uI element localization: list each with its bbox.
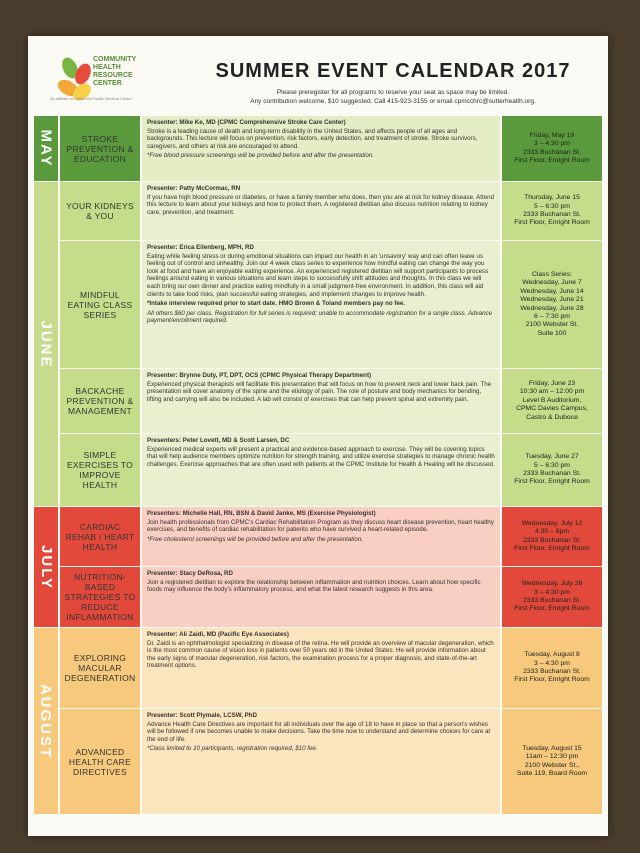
event-description [142, 116, 500, 181]
month-june [34, 182, 58, 506]
event-date-line: Wednesday, June 7 [522, 279, 582, 287]
event-presenter: Presenter: Scott Plymale, LCSW, PhD [147, 712, 258, 719]
event-date-line: 2333 Buchanan St. [523, 470, 581, 477]
event-date-line: First Floor, Enright Room [514, 544, 590, 552]
event-presenter: Presenters: Peter Lovett, MD & Scott Larsen, DC [147, 437, 290, 444]
event-date-line: Friday, June 23 [528, 379, 576, 387]
event-name: SIMPLE EXERCISES TO IMPROVE HEALTH [60, 434, 140, 506]
event-text: Stroke is a leading cause of death and long-term disability in the United States, and affects people of all ages and backgrounds. This lecture will focus on prevention, risk factors, early detection, and treatment of stroke. Stroke survivors, caregivers, and others at risk are encouraged to attend. [147, 127, 478, 150]
event-text: Dr. Zaidi is an ophthalmologist specializing in disease of the retina. He will provide an overview of macular degeneration, which is the most common cause of vision loss in patients over 50 years old in the United States. He will provide information about the early signs of macular degeneration, risk factors, the examination process for a proper diagnosis, and state-of-the-art treatment options. [147, 639, 494, 670]
event-text: Experienced physical therapists will facilitate this presentation that will focus on how to prevent neck and lower back pain. The presentation will cover anatomy of the spine and the etiology of pain. The role of posture and body mechanics for bending, lifting and carrying will also be included. A lab will consist of exercises that can help prevent spinal and extremity pain. [147, 380, 492, 403]
event-presenter: Presenter: Mike Ke, MD (CPMC Comprehensive Stroke Care Center) [147, 119, 346, 126]
event-date [502, 507, 602, 566]
event-presenter: Presenter: Ali Zaidi, MD (Pacific Eye Associates) [147, 631, 289, 638]
event-date-line: 10:30 am – 12:00 pm [519, 388, 585, 396]
event-date-line: Level B Auditorium, [522, 396, 582, 404]
event-date-line: 3 – 4:30 pm [534, 140, 570, 148]
event-name: ADVANCED HEALTH CARE DIRECTIVES [60, 709, 140, 814]
page-subtitle [193, 88, 593, 106]
event-date [502, 709, 602, 814]
event-date [502, 369, 602, 433]
event-date-line: First Floor, Enright Room [514, 219, 590, 227]
event-date-line: 2333 Buchanan St. [523, 148, 581, 156]
event-date-line: Friday, May 19 [529, 131, 575, 139]
event-description [142, 709, 500, 814]
logo-name [93, 56, 136, 88]
month-july-label: JULY [37, 544, 55, 590]
event-name: NUTRITION-BASED STRATEGIES TO REDUCE INFLAMMATION [60, 567, 140, 627]
event-description [142, 567, 500, 627]
event-name: STROKE PREVENTION & EDUCATION [60, 116, 140, 181]
event-date-line: Suite 100 [537, 329, 567, 337]
logo-line-3: RESOURCE [93, 72, 133, 79]
event-date-line: Tuesday, August 15 [522, 744, 582, 752]
event-date-line: Wednesday, July 26 [521, 580, 583, 588]
event-note: *Free cholesterol screenings will be provided before and after the presentation. [147, 535, 364, 543]
event-date [502, 567, 602, 627]
event-date-line: 3 – 4:30 pm [534, 659, 570, 667]
event-date-line: 2333 Buchanan St. [523, 211, 581, 218]
event-date-line: Class Series: [531, 270, 573, 278]
event-date-line: 2100 Webster St. [525, 321, 579, 329]
event-presenter: Presenter: Brynne Duty, PT, DPT, OCS (CPMC Physical Therapy Department) [147, 372, 372, 379]
event-text: Join health professionals from CPMC's Cardiac Rehabilitation Program as they discuss heart disease prevention, heart healthy exercises, and benefits of cardiac rehabilitation for patients who have survived a heart-related episode. [147, 518, 494, 534]
event-date-line: 2333 Buchanan St. [523, 668, 581, 675]
event-date-line: Wednesday, June 28 [520, 304, 584, 312]
event-note-bold: *Intake interview required prior to start date. HMO Brown & Toland members pay no fee. [147, 300, 406, 308]
event-text: Eating while feeling stress or during emotional situations can impact our health in an 'unsavory' way and can often leave us feeling out of control and unhealthy. Join our 4 week class series to experience how mindful eating can change the way you look at food and have an enjoyable eating experience. An experienced registered dietitian will support participants to process feelings around eating in various situations and learn steps to successfully shift attitudes and thoughts. In this class we will each bring our own dinner and practice eating mindfully in a small judgment-free environment. In addition, this class will aid clients to take food risks, plan successful eating strategies, and implement changes to improve health. [147, 252, 489, 298]
event-date-line: 5 – 6:30 pm [534, 461, 570, 469]
event-name: EXPLORING MACULAR DEGENERATION [60, 628, 140, 708]
event-date-line: First Floor, Enright Room [514, 478, 590, 486]
month-july [34, 507, 58, 627]
event-name: MINDFUL EATING CLASS SERIES [60, 241, 140, 368]
event-date-line: First Floor, Enright Room [514, 605, 590, 613]
event-note: *Class limited to 10 participants, registration required, $10 fee. [147, 745, 318, 753]
event-name: YOUR KIDNEYS & YOU [60, 182, 140, 240]
event-text: Experienced medical experts will present a practical and evidence-based approach to exercise. They will be covering topics that will help audience members optimize nutrition for strength training, and utilize exercise strategies to manage chronic health challenges. Exercise approaches that are often used with patients at the CPMC Institute for Health & Healing will be discussed. [147, 445, 495, 468]
event-date-line: 11am – 12:30 pm [525, 753, 579, 761]
event-date-line: 2333 Buchanan St. [523, 597, 581, 604]
event-description [142, 507, 500, 566]
event-name: BACKACHE PREVENTION & MANAGEMENT [60, 369, 140, 433]
event-date [502, 628, 602, 708]
event-date-line: Wednesday, July 12 [521, 519, 583, 527]
event-date-line: First Floor, Enright Room [514, 676, 590, 684]
event-date-line: 4:30 – 6pm [534, 528, 569, 536]
month-may [34, 116, 58, 181]
event-date [502, 434, 602, 506]
event-date-line: 2333 Buchanan St. [523, 536, 581, 544]
event-presenter: Presenter: Patty McCormac, RN [147, 185, 241, 192]
event-date-line: 5 – 6:30 pm [534, 202, 570, 210]
month-june-label: JUNE [37, 319, 55, 369]
flyer-page [28, 36, 608, 836]
subtitle-line-1: Please preregister for all programs to reserve your seat as space may be limited. [276, 89, 510, 96]
event-date-line: Tuesday, June 27 [525, 453, 579, 461]
event-date-line: Wednesday, June 14 [520, 287, 584, 295]
page-title: SUMMER EVENT CALENDAR 2017 [215, 60, 571, 82]
event-date-line: CPMC Davies Campus, [516, 405, 588, 413]
event-text: If you have high blood pressure or diabetes, or have a family member who does, then you are at risk for kidney disease. Attend this lecture to learn about your kidneys and how to protect them. A registered dietitian also discuss nutrition relating to kidney care, prevention, and treatment. [147, 193, 495, 216]
event-date-line: Castro & Duboce [526, 413, 578, 421]
logo-tagline: An affiliate of California Pacific Medical Center [50, 96, 132, 101]
event-date-line: Thursday, June 15 [524, 194, 580, 202]
event-description [142, 241, 500, 368]
logo-line-4: CENTER [93, 80, 122, 87]
event-date-line: Suite 119, Board Room [516, 769, 588, 777]
event-date-line: Wednesday, June 21 [520, 296, 584, 304]
event-text: Advance Health Care Directives are important for all individuals over the age of 18 to have in place so that a person's wishes will be followed if one becomes unable to make decisions. Take the time now to understand and determine choices for care at the end of life. [147, 720, 491, 743]
event-date [502, 182, 602, 240]
month-august [34, 628, 58, 814]
event-note: *Free blood pressure screenings will be provided before and after the presentation. [147, 152, 375, 160]
event-description [142, 369, 500, 433]
month-august-label: AUGUST [37, 683, 55, 759]
event-description [142, 182, 500, 240]
event-presenter: Presenter: Stacy DeRosa, RD [147, 570, 233, 577]
event-description [142, 628, 500, 708]
event-note: All others $60 per class. Registration for full series is required; unable to accommodate registration for a single class. Advance payment/enrollment required. [147, 309, 493, 325]
event-description [142, 434, 500, 506]
event-date-line: Tuesday, August 8 [524, 651, 580, 659]
event-text: Join a registered dietitian to explore the relationship between inflammation and nutrition choices. Learn about how specific foods may influence the body's inflammatory process, and what the latest research suggests in this area. [147, 578, 481, 594]
event-presenter: Presenters: Michelle Hall, RN, BSN & David Janke, MS (Exercise Physiologist) [147, 510, 376, 517]
event-date [502, 116, 602, 181]
event-date-line: 2100 Webster St., [524, 761, 580, 769]
event-name: CARDIAC REHAB / HEART HEALTH [60, 507, 140, 566]
event-date-line: 3 – 4:30 pm [534, 588, 570, 596]
month-may-label: MAY [37, 129, 55, 168]
event-date-line: 6 – 7:30 pm [534, 312, 570, 320]
subtitle-line-2: Any contribution welcome, $10 suggested. Call 415-923-3155 or email cpmcchrc@sutterhealth.org. [250, 98, 536, 105]
event-date-line: First Floor, Enright Room [514, 156, 590, 164]
logo-line-2: HEALTH [93, 64, 121, 71]
event-presenter: Presenter: Erica Eilenberg, MPH, RD [147, 244, 254, 251]
event-date [502, 241, 602, 368]
logo-line-1: COMMUNITY [93, 56, 137, 63]
